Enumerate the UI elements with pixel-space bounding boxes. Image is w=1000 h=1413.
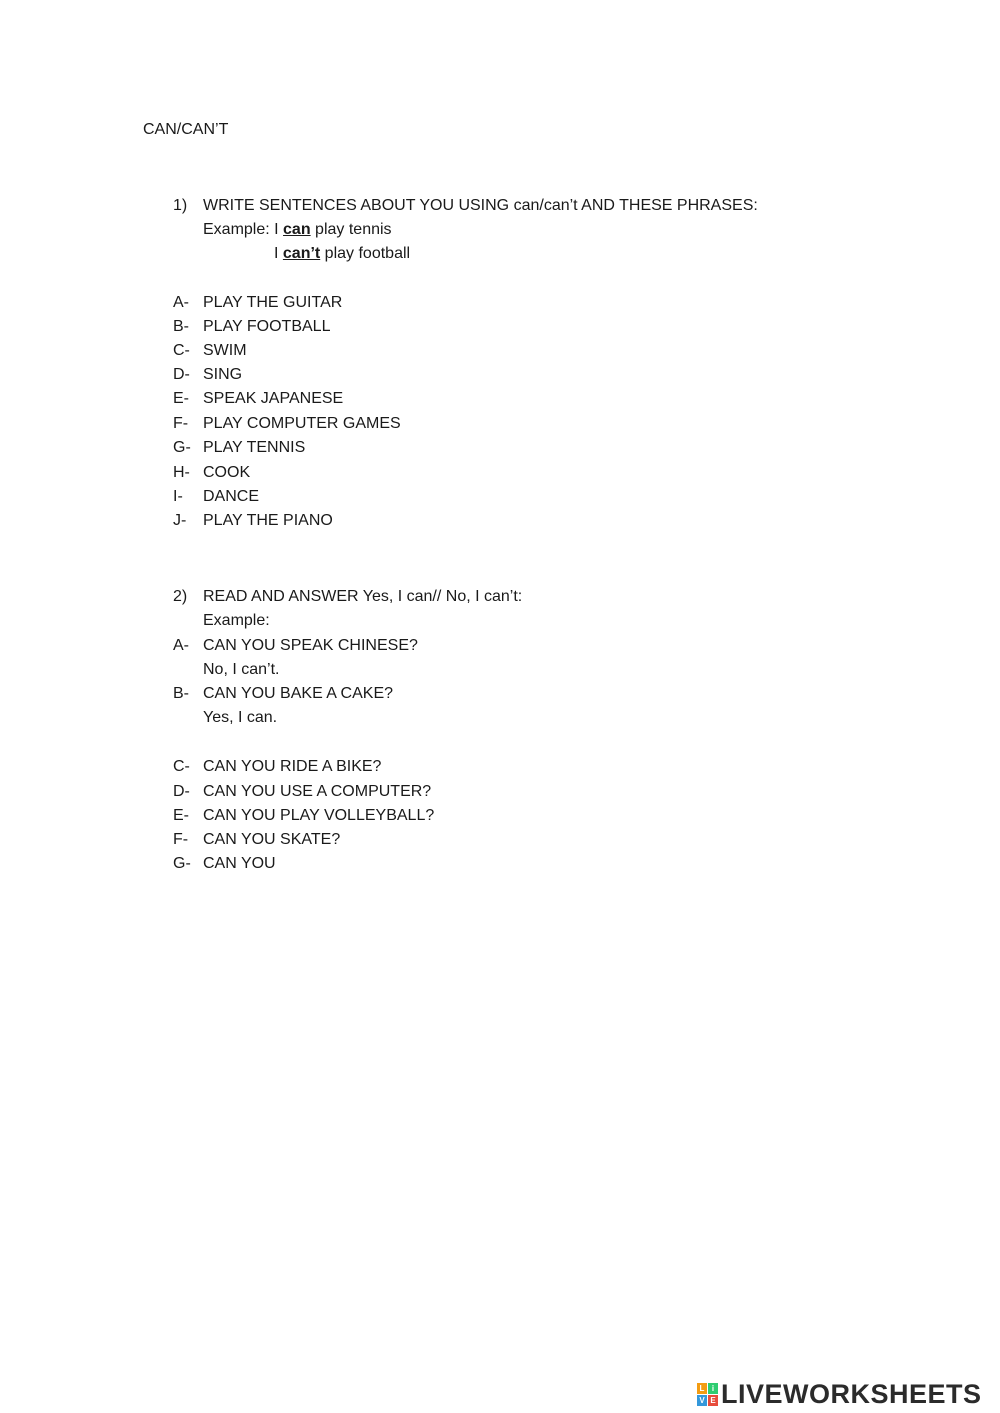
example-answer-row (0, 707, 1000, 729)
page-title: CAN/CAN’T (143, 121, 229, 138)
list-item-text: CAN YOU PLAY VOLLEYBALL? (203, 807, 435, 824)
list-item (0, 316, 1000, 338)
list-item (0, 510, 1000, 532)
list-item-marker: A- (173, 294, 189, 311)
example-prefix: Example: I (203, 221, 284, 238)
list-item-marker: F- (173, 831, 189, 848)
list-item-text: CAN YOU RIDE A BIKE? (203, 758, 382, 775)
section2-example-label-row (0, 610, 1000, 632)
section1-example2-row (0, 243, 1000, 265)
example-question: CAN YOU BAKE A CAKE? (203, 685, 394, 702)
list-item (0, 781, 1000, 803)
list-item (0, 462, 1000, 484)
list-item-marker: G- (173, 439, 191, 456)
list-item-text: PLAY COMPUTER GAMES (203, 415, 401, 432)
section1-example (203, 219, 392, 241)
list-item-marker: D- (173, 366, 190, 383)
list-item-marker: D- (173, 783, 190, 800)
section1-example2 (274, 243, 410, 265)
list-item-text: CAN YOU (203, 855, 276, 872)
list-item-text: CAN YOU SKATE? (203, 831, 341, 848)
list-item (0, 413, 1000, 435)
section1-instruction: WRITE SENTENCES ABOUT YOU USING can/can’t AND THESE PHRASES: (203, 197, 758, 214)
section2-instruction-row (0, 586, 1000, 608)
list-item (0, 756, 1000, 778)
list-item-text: SING (203, 366, 243, 383)
list-item-marker: C- (173, 342, 190, 359)
list-item-marker: B- (173, 318, 189, 335)
logo-mark-icon: L i V E (697, 1383, 718, 1406)
list-item-marker: J- (173, 512, 187, 529)
liveworksheets-logo (697, 1377, 982, 1411)
list-item-text: PLAY THE PIANO (203, 512, 333, 529)
list-item-marker: E- (173, 807, 189, 824)
list-item (0, 829, 1000, 851)
list-item-marker: F- (173, 415, 189, 432)
example-question-row (0, 683, 1000, 705)
list-item-marker: I- (173, 488, 183, 505)
section1-example-row (0, 219, 1000, 241)
list-item (0, 486, 1000, 508)
list-item (0, 853, 1000, 875)
list-item-text: SWIM (203, 342, 247, 359)
list-item-text: PLAY THE GUITAR (203, 294, 343, 311)
list-item-text: COOK (203, 464, 251, 481)
list-item (0, 292, 1000, 314)
example-question: CAN YOU SPEAK CHINESE? (203, 637, 418, 654)
example-answer: Yes, I can. (203, 709, 278, 726)
example-rest: play tennis (310, 221, 392, 238)
example2-prefix: I (274, 245, 283, 262)
section1-number: 1) (173, 197, 188, 214)
example-answer: No, I can’t. (203, 661, 280, 678)
list-item-marker: C- (173, 758, 190, 775)
section2-example-label: Example: (203, 612, 270, 629)
example-keyword-cant: can’t (282, 245, 321, 262)
list-item-marker: B- (173, 685, 189, 702)
section2-instruction: READ AND ANSWER Yes, I can// No, I can’t: (203, 588, 523, 605)
list-item-marker: G- (173, 855, 191, 872)
list-item (0, 340, 1000, 362)
list-item-text: PLAY FOOTBALL (203, 318, 331, 335)
example2-rest: play football (320, 245, 411, 262)
list-item (0, 388, 1000, 410)
list-item-text: DANCE (203, 488, 260, 505)
list-item-text: CAN YOU USE A COMPUTER? (203, 783, 432, 800)
list-item-marker: A- (173, 637, 189, 654)
example-keyword-can: can (283, 221, 311, 238)
example-question-row (0, 635, 1000, 657)
list-item-text: SPEAK JAPANESE (203, 390, 344, 407)
section1-instruction-row (0, 195, 1000, 217)
section2-number: 2) (173, 588, 188, 605)
list-item (0, 364, 1000, 386)
example-answer-row (0, 659, 1000, 681)
logo-text: LIVEWORKSHEETS (721, 1378, 982, 1409)
list-item-text: PLAY TENNIS (203, 439, 306, 456)
list-item-marker: E- (173, 390, 189, 407)
list-item-marker: H- (173, 464, 190, 481)
list-item (0, 437, 1000, 459)
list-item (0, 805, 1000, 827)
